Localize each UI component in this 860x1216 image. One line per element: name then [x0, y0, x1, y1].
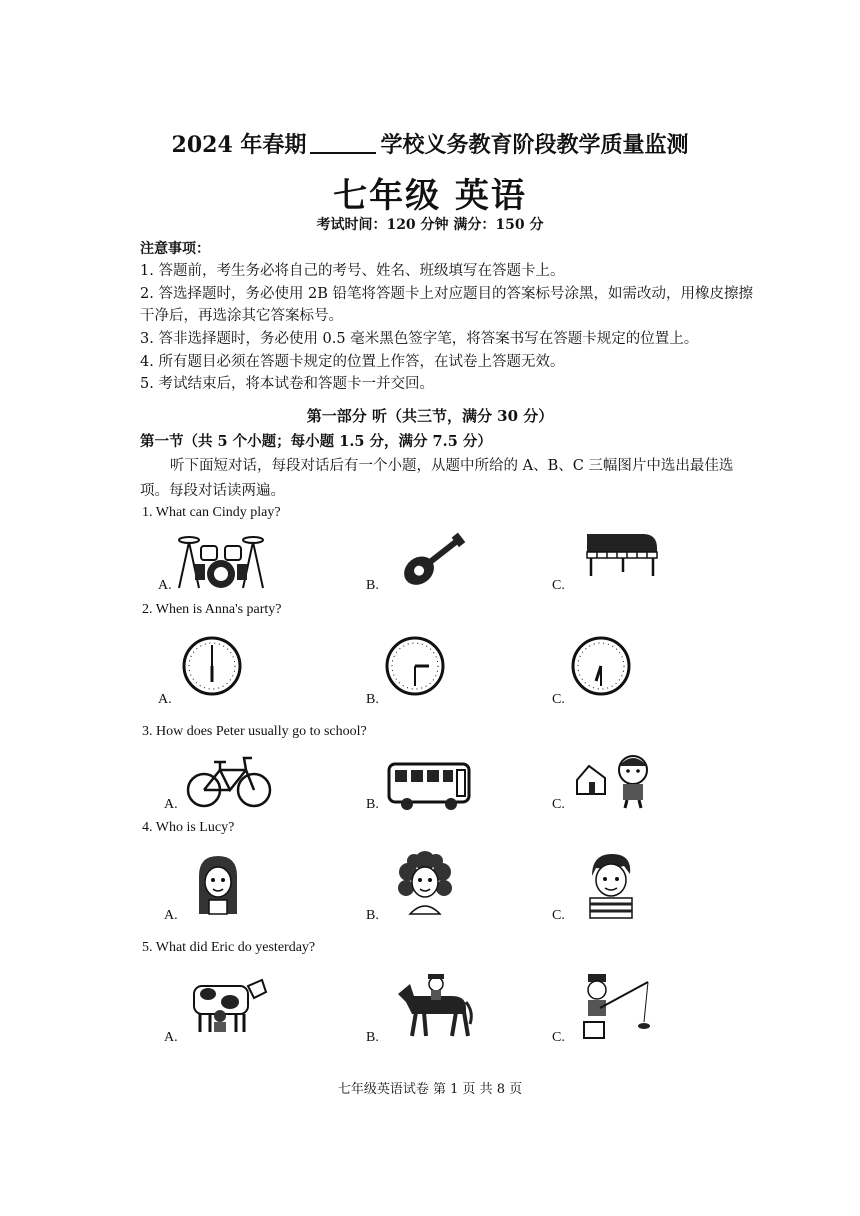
exam-title — [0, 128, 860, 159]
milking-cow-icon — [186, 972, 268, 1036]
option-c: C. — [552, 1030, 565, 1045]
curly-hair-girl-icon — [398, 852, 452, 916]
option-c: C. — [552, 908, 565, 923]
option-b: B. — [366, 578, 379, 593]
clock-three-icon — [385, 636, 445, 696]
instruction: 听下面短对话，每段对话后有一个小题，从题中所给的 A、B、C 三幅图片中选出最佳选项。每段对话读两遍。 — [140, 458, 734, 499]
option-b: B. — [366, 797, 379, 812]
drum-kit-icon — [175, 528, 267, 590]
option-b: B. — [366, 908, 379, 923]
note-item: 1. 答题前，考生务必将自己的考号、姓名、班级填写在答题卡上。 — [140, 263, 565, 279]
note-item: 2. 答选择题时，务必使用 2B 铅笔将答题卡上对应题目的答案标号涂黑，如需改动，用橡皮擦擦干净后，再选涂其它答案标号。 — [140, 286, 754, 324]
question-3: 3. How does Peter usually go to school? — [142, 724, 367, 739]
option-b: B. — [366, 1030, 379, 1045]
bus-icon — [387, 760, 471, 812]
section-title: 第一节（共 5 个小题；每小题 1.5 分，满分 7.5 分） — [140, 433, 492, 450]
option-b: B. — [366, 692, 379, 707]
question-1: 1. What can Cindy play? — [142, 505, 281, 520]
exam-info: 考试时间：120 分钟 满分：150 分 — [316, 217, 544, 233]
option-a: A. — [164, 1030, 178, 1045]
option-a: A. — [158, 578, 172, 593]
note-item: 4. 所有题目必须在答题卡规定的位置上作答，在试卷上答题无效。 — [140, 354, 565, 370]
page-footer: 七年级英语试卷 第 1 页 共 8 页 — [337, 1082, 523, 1097]
note-item: 3. 答非选择题时，务必使用 0.5 毫米黑色签字笔，将答案书写在答题卡规定的位置上。 — [140, 331, 699, 347]
clock-half-six-icon — [571, 636, 631, 696]
option-a: A. — [164, 908, 178, 923]
subject-title: 七年级 英语 — [333, 176, 527, 216]
fishing-icon — [578, 972, 654, 1042]
bicycle-icon — [186, 752, 272, 810]
option-c: C. — [552, 797, 565, 812]
option-a: A. — [158, 692, 172, 707]
part-title: 第一部分 听（共三节，满分 30 分） — [306, 407, 554, 425]
option-c: C. — [552, 692, 565, 707]
title-prefix: 2024 年春期 — [171, 132, 307, 158]
school-blank — [310, 152, 376, 154]
guitar-icon — [394, 526, 470, 590]
piano-icon — [583, 528, 659, 578]
note-item: 5. 考试结束后，将本试卷和答题卡一并交回。 — [140, 376, 434, 392]
question-5: 5. What did Eric do yesterday? — [142, 940, 316, 955]
title-suffix: 学校义务教育阶段教学质量监测 — [380, 132, 689, 158]
notes-heading: 注意事项： — [140, 241, 210, 257]
walking-boy-icon — [575, 750, 655, 810]
option-a: A. — [164, 797, 178, 812]
clock-six-icon — [182, 636, 242, 696]
option-c: C. — [552, 578, 565, 593]
question-4: 4. Who is Lucy? — [142, 820, 235, 835]
riding-horse-icon — [392, 972, 474, 1038]
long-hair-girl-icon — [195, 854, 241, 916]
boy-icon — [584, 852, 638, 920]
question-2: 2. When is Anna's party? — [142, 602, 282, 617]
